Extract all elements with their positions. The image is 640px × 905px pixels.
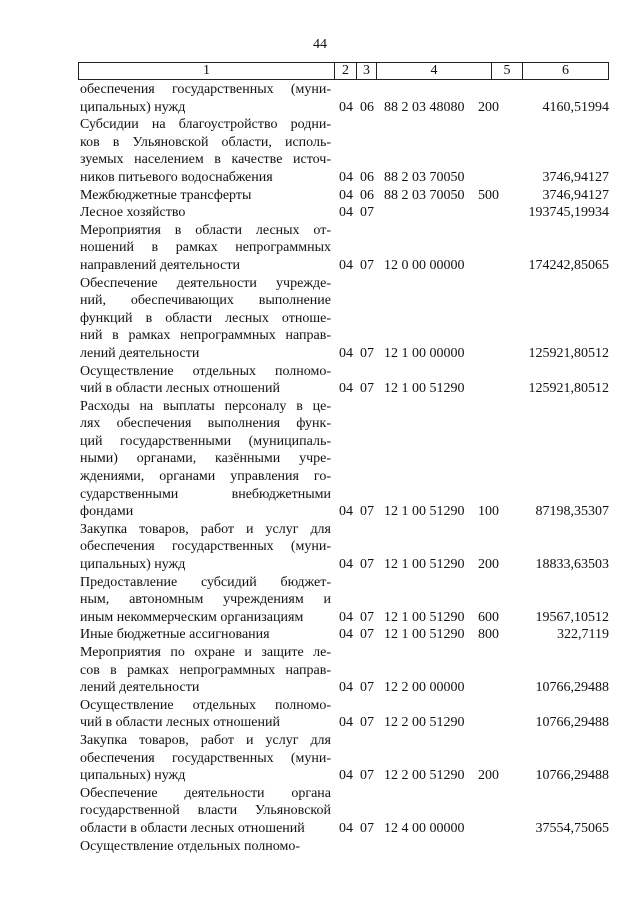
description-line: ников питьевого водоснабжения	[80, 169, 273, 185]
row-description	[80, 222, 331, 275]
table-row	[0, 222, 640, 275]
section-code: 04	[339, 169, 353, 185]
program-code: 12 1 00 00000	[384, 345, 465, 361]
subsection-code: 07	[360, 257, 374, 273]
table-header	[78, 62, 609, 80]
program-code: 12 4 00 00000	[384, 820, 465, 836]
section-code: 04	[339, 187, 353, 203]
subsection-code: 07	[360, 557, 374, 573]
description-line: Межбюджетные трансферты	[80, 187, 252, 203]
description-line: Мероприятия по охране и защите ле-	[80, 645, 331, 660]
description-line: Закупка товаров, работ и услуг для	[80, 732, 331, 748]
description-line: государственной власти Ульяновской	[80, 803, 331, 819]
table-body	[0, 81, 640, 855]
subsection-code: 06	[360, 187, 374, 203]
description-line: лений деятельности	[80, 680, 200, 696]
amount: 3746,94127	[542, 169, 609, 185]
row-codes	[339, 99, 609, 117]
section-code: 04	[339, 609, 353, 625]
description-line: иным некоммерческим организациям	[80, 609, 304, 625]
row-codes	[339, 257, 609, 275]
description-line: Лесное хозяйство	[80, 205, 186, 221]
description-line: ний в рамках непрограммных направ-	[80, 328, 331, 344]
program-code: 12 1 00 51290	[384, 504, 465, 520]
description-line: лях обеспечения выполнения функ-	[80, 416, 331, 432]
row-description	[80, 204, 331, 222]
table-row	[0, 81, 640, 116]
description-line: ков в Ульяновской области, исполь-	[80, 134, 331, 150]
row-codes	[339, 626, 609, 644]
subsection-code: 07	[360, 345, 374, 361]
amount: 10766,29488	[535, 715, 609, 731]
row-codes	[339, 609, 609, 627]
amount: 3746,94127	[542, 187, 609, 203]
row-description	[80, 363, 331, 398]
table-row	[0, 697, 640, 732]
amount: 37554,75065	[535, 820, 609, 836]
amount: 125921,80512	[528, 345, 609, 361]
subsection-code: 07	[360, 205, 374, 221]
row-description	[80, 187, 331, 205]
row-description	[80, 521, 331, 574]
program-code: 12 1 00 51290	[384, 609, 465, 625]
row-description	[80, 81, 331, 116]
description-line: чий в области лесных отношений	[80, 715, 280, 731]
description-line: обеспечения государственных (муни-	[80, 750, 331, 766]
section-code: 04	[339, 715, 353, 731]
description-line: Осуществление отдельных полномо-	[80, 363, 331, 379]
description-line: Осуществление отдельных полномо-	[80, 838, 301, 854]
row-description	[80, 626, 331, 644]
description-line: обеспечения государственных (муни-	[80, 539, 331, 555]
row-description	[80, 398, 331, 521]
subsection-code: 07	[360, 504, 374, 520]
table-row	[0, 187, 640, 205]
row-description	[80, 574, 331, 627]
amount: 322,7119	[557, 627, 609, 643]
description-line: ципальных) нужд	[80, 768, 186, 784]
description-line: ными) органами, казёнными учре-	[80, 451, 331, 467]
amount: 18833,63503	[535, 557, 609, 573]
description-line: Обеспечение деятельности органа	[80, 785, 331, 801]
table-row	[0, 785, 640, 838]
table-row	[0, 626, 640, 644]
program-code: 12 0 00 00000	[384, 257, 465, 273]
row-description	[80, 275, 331, 363]
description-line: Закупка товаров, работ и услуг для	[80, 521, 331, 537]
program-code: 12 1 00 51290	[384, 381, 465, 397]
description-line: сударственными внебюджетными	[80, 486, 331, 502]
amount: 4160,51994	[542, 99, 609, 115]
description-line: Предоставление субсидий бюджет-	[80, 574, 331, 590]
table-row	[0, 363, 640, 398]
amount: 125921,80512	[528, 381, 609, 397]
section-code: 04	[339, 557, 353, 573]
row-description	[80, 644, 331, 697]
header-col-3: 3	[356, 63, 376, 79]
description-line: ций государственными (муниципаль-	[80, 433, 331, 449]
subsection-code: 07	[360, 820, 374, 836]
subsection-code: 06	[360, 99, 374, 115]
description-line: Иные бюджетные ассигнования	[80, 627, 270, 643]
table-row	[0, 838, 640, 856]
amount: 10766,29488	[535, 680, 609, 696]
description-line: направлений деятельности	[80, 257, 240, 273]
row-codes	[339, 556, 609, 574]
subsection-code: 06	[360, 169, 374, 185]
table-row	[0, 521, 640, 574]
description-line: ний, обеспечивающих выполнение	[80, 293, 331, 309]
program-code: 88 2 03 48080	[384, 99, 465, 115]
row-codes	[339, 820, 609, 838]
program-code: 12 1 00 51290	[384, 557, 465, 573]
description-line: ципальных) нужд	[80, 557, 186, 573]
row-codes	[339, 204, 609, 222]
expense-type-code: 200	[478, 99, 499, 115]
program-code: 12 1 00 51290	[384, 627, 465, 643]
description-line: ношений в рамках непрограммных	[80, 240, 331, 256]
header-col-5: 5	[491, 63, 522, 79]
section-code: 04	[339, 205, 353, 221]
row-codes	[339, 503, 609, 521]
row-codes	[339, 169, 609, 187]
description-line: зуемых населением в качестве источ-	[80, 152, 331, 168]
expense-type-code: 500	[478, 187, 499, 203]
amount: 193745,19934	[528, 205, 609, 221]
amount: 10766,29488	[535, 768, 609, 784]
row-description	[80, 732, 331, 785]
expense-type-code: 200	[478, 768, 499, 784]
table-row	[0, 398, 640, 521]
program-code: 88 2 03 70050	[384, 187, 465, 203]
description-line: сов в рамках непрограммных направ-	[80, 662, 331, 678]
table-row	[0, 644, 640, 697]
header-col-4: 4	[376, 63, 491, 79]
section-code: 04	[339, 680, 353, 696]
row-codes	[339, 767, 609, 785]
row-codes	[339, 838, 609, 856]
description-line: ждениями, органами управления го-	[80, 469, 331, 485]
subsection-code: 07	[360, 609, 374, 625]
subsection-code: 07	[360, 768, 374, 784]
description-line: Осуществление отдельных полномо-	[80, 697, 331, 713]
row-codes	[339, 714, 609, 732]
description-line: фондами	[80, 504, 134, 520]
description-line: лений деятельности	[80, 345, 200, 361]
row-codes	[339, 679, 609, 697]
program-code: 12 2 00 00000	[384, 680, 465, 696]
section-code: 04	[339, 768, 353, 784]
amount: 19567,10512	[535, 609, 609, 625]
expense-type-code: 200	[478, 557, 499, 573]
description-line: ным, автономным учреждениям и	[80, 592, 331, 608]
description-line: Мероприятия в области лесных от-	[80, 222, 331, 238]
row-codes	[339, 345, 609, 363]
expense-type-code: 800	[478, 627, 499, 643]
expense-type-code: 600	[478, 609, 499, 625]
description-line: Субсидии на благоустройство родни-	[80, 117, 331, 133]
section-code: 04	[339, 99, 353, 115]
table-row	[0, 732, 640, 785]
table-row	[0, 275, 640, 363]
description-line: чий в области лесных отношений	[80, 381, 280, 397]
subsection-code: 07	[360, 627, 374, 643]
header-col-6: 6	[522, 63, 608, 79]
row-codes	[339, 380, 609, 398]
section-code: 04	[339, 345, 353, 361]
section-code: 04	[339, 820, 353, 836]
program-code: 12 2 00 51290	[384, 768, 465, 784]
amount: 87198,35307	[535, 504, 609, 520]
table-row	[0, 116, 640, 186]
section-code: 04	[339, 627, 353, 643]
description-line: обеспечения государственных (муни-	[80, 82, 331, 97]
section-code: 04	[339, 504, 353, 520]
row-description	[80, 838, 331, 856]
subsection-code: 07	[360, 381, 374, 397]
program-code: 88 2 03 70050	[384, 169, 465, 185]
description-line: Расходы на выплаты персоналу в це-	[80, 398, 331, 414]
page-number: 44	[313, 37, 327, 52]
table-row	[0, 574, 640, 627]
subsection-code: 07	[360, 715, 374, 731]
header-col-2: 2	[334, 63, 356, 79]
row-description	[80, 785, 331, 838]
row-description	[80, 116, 331, 186]
table-row	[0, 204, 640, 222]
amount: 174242,85065	[528, 257, 609, 273]
description-line: функций в области лесных отноше-	[80, 310, 331, 326]
row-description	[80, 697, 331, 732]
expense-type-code: 100	[478, 504, 499, 520]
description-line: области в области лесных отношений	[80, 820, 305, 836]
section-code: 04	[339, 381, 353, 397]
section-code: 04	[339, 257, 353, 273]
row-codes	[339, 187, 609, 205]
description-line: Обеспечение деятельности учрежде-	[80, 275, 331, 291]
subsection-code: 07	[360, 680, 374, 696]
description-line: ципальных) нужд	[80, 99, 186, 115]
program-code: 12 2 00 51290	[384, 715, 465, 731]
header-col-1: 1	[203, 63, 210, 78]
